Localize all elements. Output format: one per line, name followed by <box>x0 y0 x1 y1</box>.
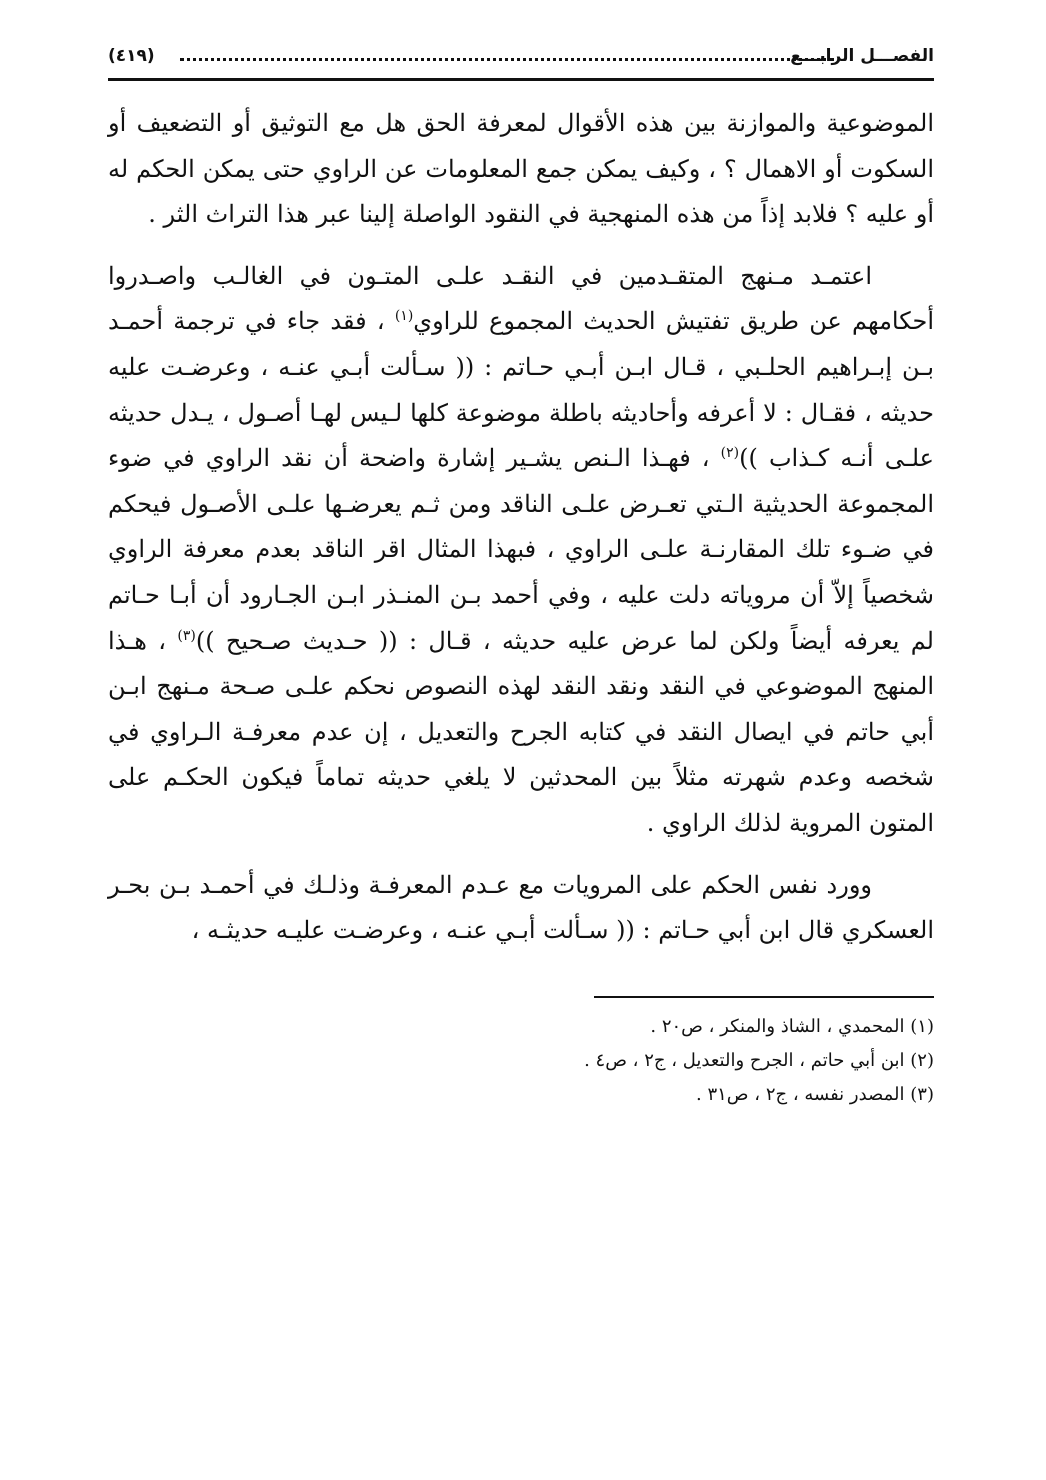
header-rule <box>108 78 934 81</box>
body-text <box>108 101 934 954</box>
footnote-ref-1[interactable]: (١) <box>394 308 414 325</box>
paragraph-text: ، هـذا المنهج الموضوعي في النقد ونقد النقد لهذه النصوص نحكم علـى صـحة مـنهج ابـن أبي حاتم في ايصال النقد في كتابه الجرح والتعديل ، إن عدم معرفـة الـراوي في شخصه وعدم شهرته مثلاً بين المحدثين لا يلغي حديثه تماماً فيكون الحكـم على المتون المروية لذلك الراوي . <box>108 626 934 837</box>
footnotes <box>108 1010 934 1112</box>
footnote-2: (٢) ابن أبي حاتم ، الجرح والتعديل ، ج٢ ، ص٤ . <box>584 1049 934 1071</box>
paragraph-text: ، فقد جاء في ترجمة أحمـد بـن إبـراهيم الحلـبي ، قـال ابـن أبـي حـاتم : (( سـألت أبـي عنـه ، وعرضـت عليه حديثه ، فقـال : لا أعرفه وأحاديثه باطلة موضوعة كلها لـيس لهـا أصـول ، يـدل حديثه علـى أنـه كـذاب )) <box>108 307 934 473</box>
chapter-title: الفصـــل الرابـــع <box>790 46 934 66</box>
footnote-3: (٣) المصدر نفسه ، ج٢ ، ص٣١ . <box>696 1083 934 1105</box>
header-leader-dots <box>180 58 834 61</box>
footnote-ref-3[interactable]: (٣) <box>177 627 196 644</box>
paragraph-text: الموضوعية والموازنة بين هذه الأقوال لمعرفة الحق هل مع التوثيق أو التضعيف أو السكوت أو الاهمال ؟ ، وكيف يمكن جمع المعلومات عن الراوي حتى يمكن الحكم له أو عليه ؟ فلابد إذاً من هذه المنهجية في النقود الواصلة إلينا عبر هذا التراث الثر . <box>108 109 934 229</box>
paragraph-1 <box>108 101 934 238</box>
page <box>108 36 934 1112</box>
paragraph-text: وورد نفس الحكم على المرويات مع عـدم المعرفـة وذلـك في أحمـد بـن بحـر العسكري قال ابن أبي حـاتم : (( سـألت أبـي عنـه ، وعرضـت عليـه حديثـه ، <box>108 870 934 945</box>
footnote-ref-2[interactable]: (٢) <box>720 445 740 462</box>
paragraph-text: اعتمـد مـنهج المتقـدمين في النقـد علـى المتـون في الغالـب واصـدروا أحكامهم عن طريق تفتيش الحديث المجموع للراوي <box>108 261 934 336</box>
page-number: (٤١٩) <box>108 46 155 66</box>
paragraph-2 <box>108 254 934 847</box>
footnote-separator <box>594 996 934 998</box>
running-header <box>108 36 934 76</box>
paragraph-text: ، فهـذا الـنص يشـير إشارة واضحة أن نقد الراوي في ضوء المجموعة الحديثية الـتي تعـرض علـى الناقد ومن ثـم يعرضـها علـى الأصـول فيحكم في ضـوء تلك المقارنـة علـى الراوي ، فبهذا المثال اقر الناقد بعدم معرفة الراوي شخصياً إلاّ أن مروياته دلت عليه ، وفي أحمد بـن المنـذر ابـن الجـارود أن أبـا حـاتم لم يعرفه أيضاً ولكن لما عرض عليه حديثه ، قـال : (( حـديث صـحيح )) <box>108 444 934 655</box>
footnote-1: (١) المحمدي ، الشاذ والمنكر ، ص٢٠ . <box>650 1015 934 1037</box>
paragraph-3 <box>108 863 934 954</box>
